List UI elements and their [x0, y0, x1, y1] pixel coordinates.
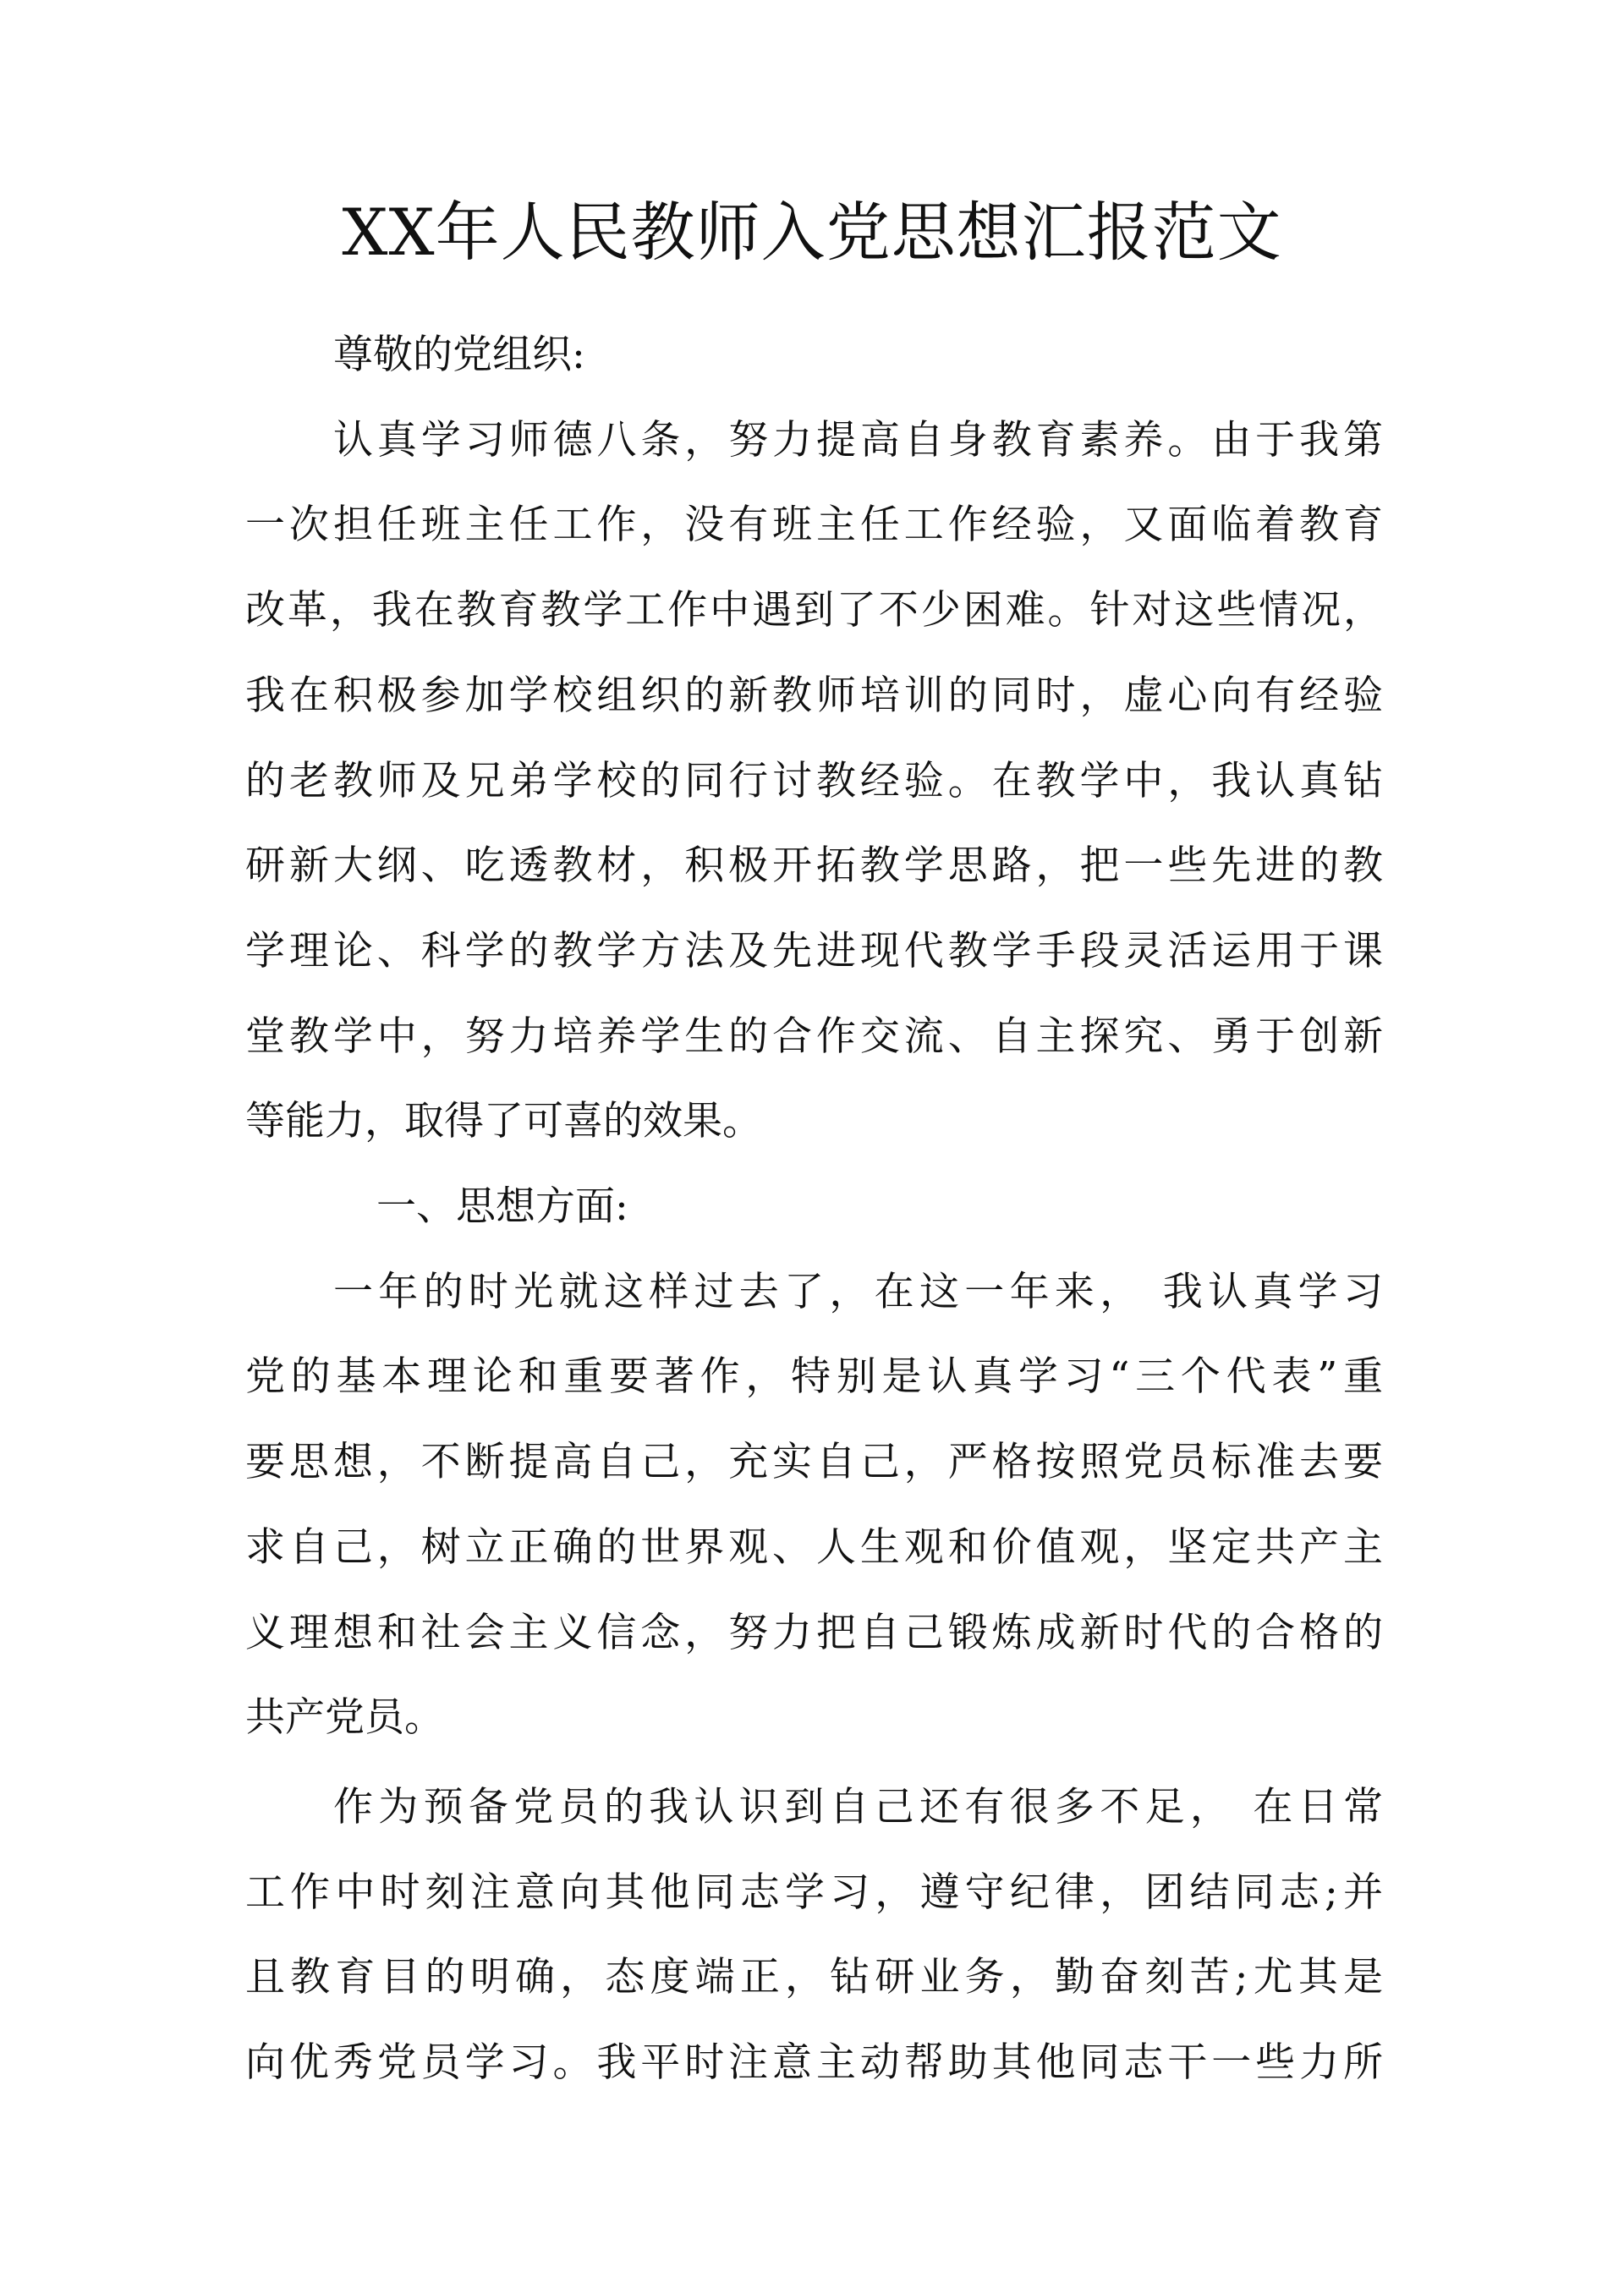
- paragraph-3: [245, 1765, 1383, 2106]
- paragraph-1-line: 一次担任班主任工作，没有班主任工作经验，又面临着教育: [245, 502, 1383, 549]
- paragraph-2-line: 一年的时光就这样过去了，在这一年来， 我认真学习: [333, 1268, 1383, 1315]
- paragraph-3-line: 向优秀党员学习。我平时注意主动帮助其他同志干一些力所: [245, 2039, 1383, 2087]
- paragraph-3-line: 作为预备党员的我认识到自己还有很多不足， 在日常: [333, 1783, 1383, 1830]
- section-heading: 一、思想方面:: [376, 1183, 628, 1231]
- paragraph-2: [245, 1250, 1383, 1761]
- document-title: XX年人民教师入党思想汇报范文: [342, 195, 1282, 270]
- paragraph-2-line: 义理想和社会主义信念，努力把自己锻炼成新时代的合格的: [245, 1609, 1383, 1656]
- paragraph-1-line: 的老教师及兄弟学校的同行讨教经验。在教学中，我认真钻: [245, 757, 1383, 804]
- paragraph-2-line: 共产党员。: [245, 1694, 444, 1742]
- paragraph-1: [245, 398, 1383, 1165]
- paragraph-1-line: 研新大纲、吃透教材，积极开拓教学思路，把一些先进的教: [245, 842, 1383, 890]
- paragraph-1-line: 等能力，取得了可喜的效果。: [245, 1098, 762, 1145]
- greeting: 尊敬的党组织:: [333, 332, 585, 378]
- paragraph-2-line: 要思想，不断提高自己，充实自己，严格按照党员标准去要: [245, 1439, 1383, 1486]
- paragraph-1-line: 改革，我在教育教学工作中遇到了不少困难。针对这些情况，: [245, 587, 1383, 634]
- paragraph-2-line: 求自己，树立正确的世界观、人生观和价值观，坚定共产主: [245, 1523, 1383, 1571]
- paragraph-2-line: 党的基本理论和重要著作，特别是认真学习“三个代表”重: [245, 1353, 1383, 1401]
- paragraph-3-line: 工作中时刻注意向其他同志学习，遵守纪律，团结同志;并: [245, 1869, 1383, 1916]
- paragraph-1-line: 认真学习师德八条，努力提高自身教育素养。由于我第: [333, 416, 1383, 464]
- paragraph-3-line: 且教育目的明确，态度端正，钻研业务，勤奋刻苦;尤其是: [245, 1954, 1383, 2001]
- paragraph-1-line: 堂教学中，努力培养学生的合作交流、自主探究、勇于创新: [245, 1013, 1383, 1060]
- document-body: [245, 313, 1383, 2106]
- paragraph-1-line: 我在积极参加学校组织的新教师培训的同时，虚心向有经验: [245, 672, 1383, 719]
- paragraph-1-line: 学理论、科学的教学方法及先进现代教学手段灵活运用于课: [245, 927, 1383, 974]
